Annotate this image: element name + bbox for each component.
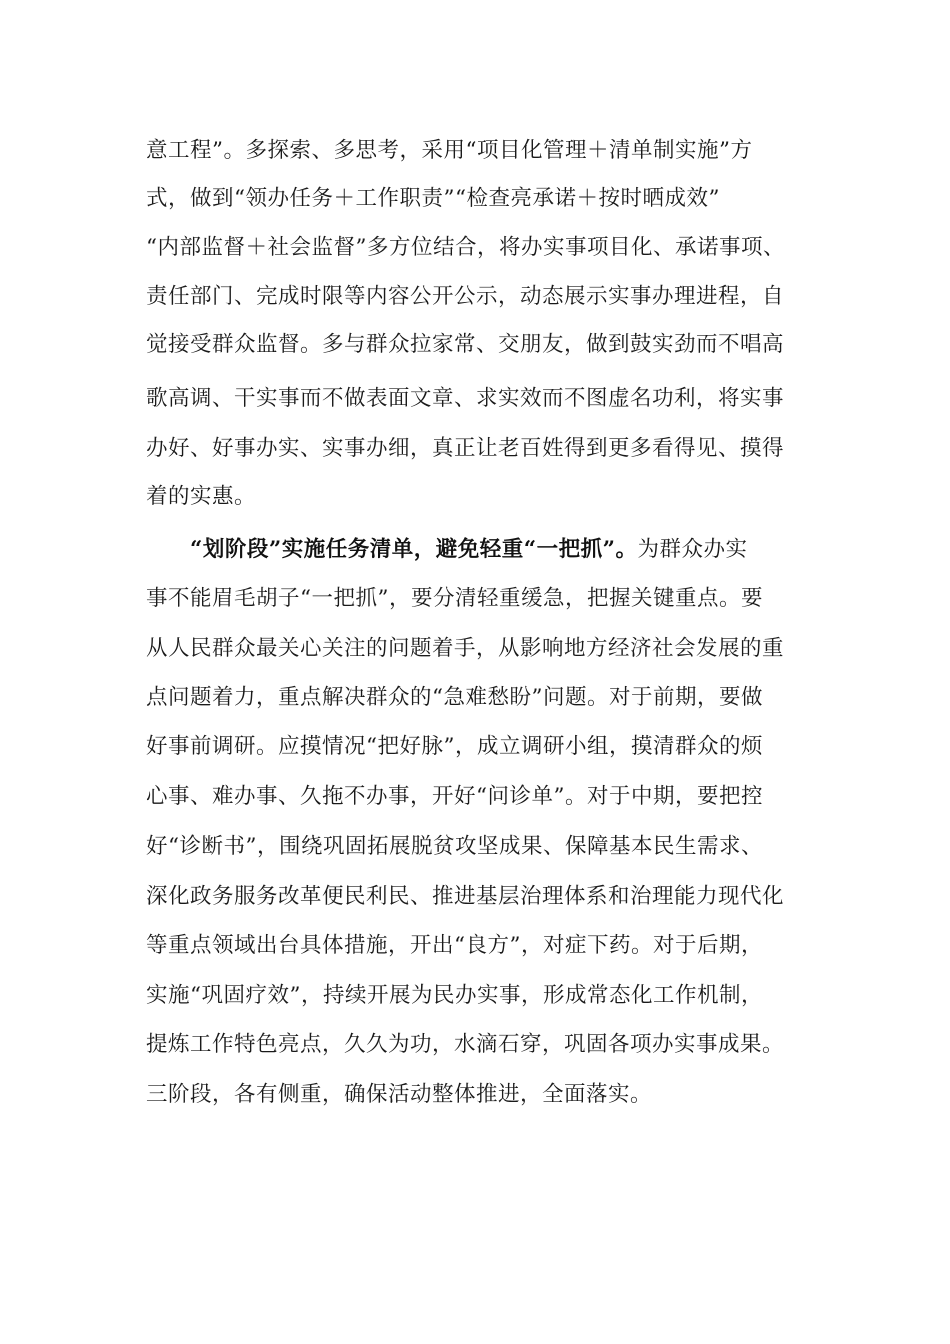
paragraph1-line-4: 责任部门、完成时限等内容公开公示，动态展示实事办理进程，自 [146, 284, 785, 309]
paragraph2-line-12: 三阶段，各有侧重，确保活动整体推进，全面落实。 [146, 1082, 653, 1107]
paragraph2-heading: “划阶段”实施任务清单，避免轻重“一把抓”。 [190, 537, 638, 562]
paragraph2-line-7: 好“诊断书”，围绕巩固拓展脱贫攻坚成果、保障基本民生需求、 [146, 834, 763, 859]
paragraph1-line-8: 着的实惠。 [146, 484, 257, 509]
paragraph1-line-2: 式，做到“领办任务＋工作职责”“检查亮承诺＋按时晒成效” [146, 186, 720, 211]
paragraph2-line-11: 提炼工作特色亮点，久久为功，水滴石穿，巩固各项办实事成果。 [146, 1032, 785, 1057]
paragraph2-first-line-rest: 为群众办实 [637, 537, 748, 562]
paragraph2-line-8: 深化政务服务改革便民利民、推进基层治理体系和治理能力现代化 [146, 884, 785, 909]
paragraph1-line-5: 觉接受群众监督。多与群众拉家常、交朋友，做到鼓实劲而不唱高 [146, 332, 785, 357]
paragraph2-line-6: 心事、难办事、久拖不办事，开好“问诊单”。对于中期，要把控 [146, 784, 763, 809]
paragraph2-line-5: 好事前调研。应摸情况“把好脉”，成立调研小组，摸清群众的烦 [146, 734, 763, 759]
paragraph2-line-2: 事不能眉毛胡子“一把抓”，要分清轻重缓急，把握关键重点。要 [146, 586, 763, 611]
paragraph1-line-6: 歌高调、干实事而不做表面文章、求实效而不图虚名功利，将实事 [146, 386, 785, 411]
paragraph1-line-3: “内部监督＋社会监督”多方位结合，将办实事项目化、承诺事项、 [146, 235, 785, 260]
paragraph2-line-9: 等重点领域出台具体措施，开出“良方”，对症下药。对于后期， [146, 933, 763, 958]
paragraph1-line-1: 意工程”。多探索、多思考，采用“项目化管理＋清单制实施”方 [146, 138, 753, 163]
paragraph2-line-4: 点问题着力，重点解决群众的“急难愁盼”问题。对于前期，要做 [146, 685, 763, 710]
paragraph1-line-7: 办好、好事办实、实事办细，真正让老百姓得到更多看得见、摸得 [146, 436, 785, 461]
paragraph2-line-3: 从人民群众最关心关注的问题着手，从影响地方经济社会发展的重 [146, 636, 785, 661]
paragraph2-line-1 [190, 537, 747, 563]
paragraph2-line-10: 实施“巩固疗效”，持续开展为民办实事，形成常态化工作机制， [146, 983, 763, 1008]
